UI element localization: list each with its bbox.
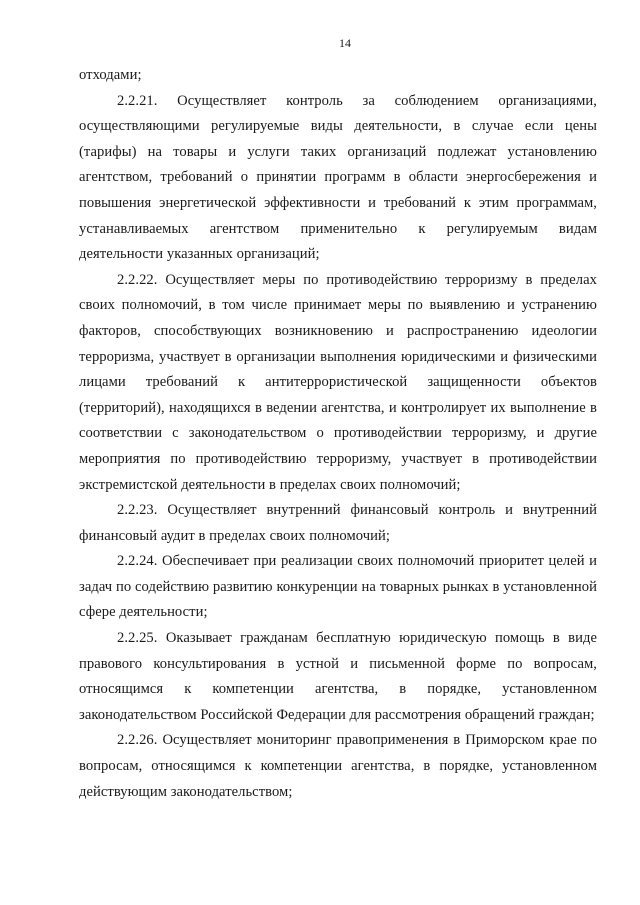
paragraph-2-2-21: 2.2.21. Осуществляет контроль за соблюдением организациями, осуществляющими регулируемые виды деятельности, в случае если цены (тарифы) на товары и услуги таких организаций подлежат установлению агентством, требований о принятии программ в области энергосбережения и повышения энергетической эффективности и требований к этим программам, устанавливаемых агентством применительно к регулируемым видам деятельности указанных организаций; (79, 92, 597, 263)
paragraph-continuation: отходами; (79, 67, 142, 83)
page-number: 14 (339, 36, 351, 50)
paragraph-2-2-25: 2.2.25. Оказывает гражданам бесплатную юридическую помощь в виде правового консультирования в устной и письменной форме по вопросам, относящимся к компетенции агентства, в порядке, установленном законодательством Российской Федерации для рассмотрения обращений граждан; (79, 630, 597, 723)
paragraph-2-2-24: 2.2.24. Обеспечивает при реализации своих полномочий приоритет целей и задач по содействию развитию конкуренции на товарных рынках в установленной сфере деятельности; (79, 553, 597, 621)
paragraph-2-2-22: 2.2.22. Осуществляет меры по противодействию терроризму в пределах своих полномочий, в том числе принимает меры по выявлению и устранению факторов, способствующих возникновению и распространению идеологии терроризма, участвует в организации выполнения юридическими и физическими лицами требований к антитеррористической защищенности объектов (территорий), находящихся в ведении агентства, и контролирует их выполнение в соответствии с законодательством о противодействии терроризму, и другие мероприятия по противодействию терроризму, участвует в противодействии экстремистской деятельности в пределах своих полномочий; (79, 271, 597, 493)
paragraph-2-2-23: 2.2.23. Осуществляет внутренний финансовый контроль и внутренний финансовый аудит в пределах своих полномочий; (79, 502, 597, 544)
paragraph-2-2-26: 2.2.26. Осуществляет мониторинг правоприменения в Приморском крае по вопросам, относящимся к компетенции агентства, в порядке, установленном действующим законодательством; (79, 732, 597, 800)
